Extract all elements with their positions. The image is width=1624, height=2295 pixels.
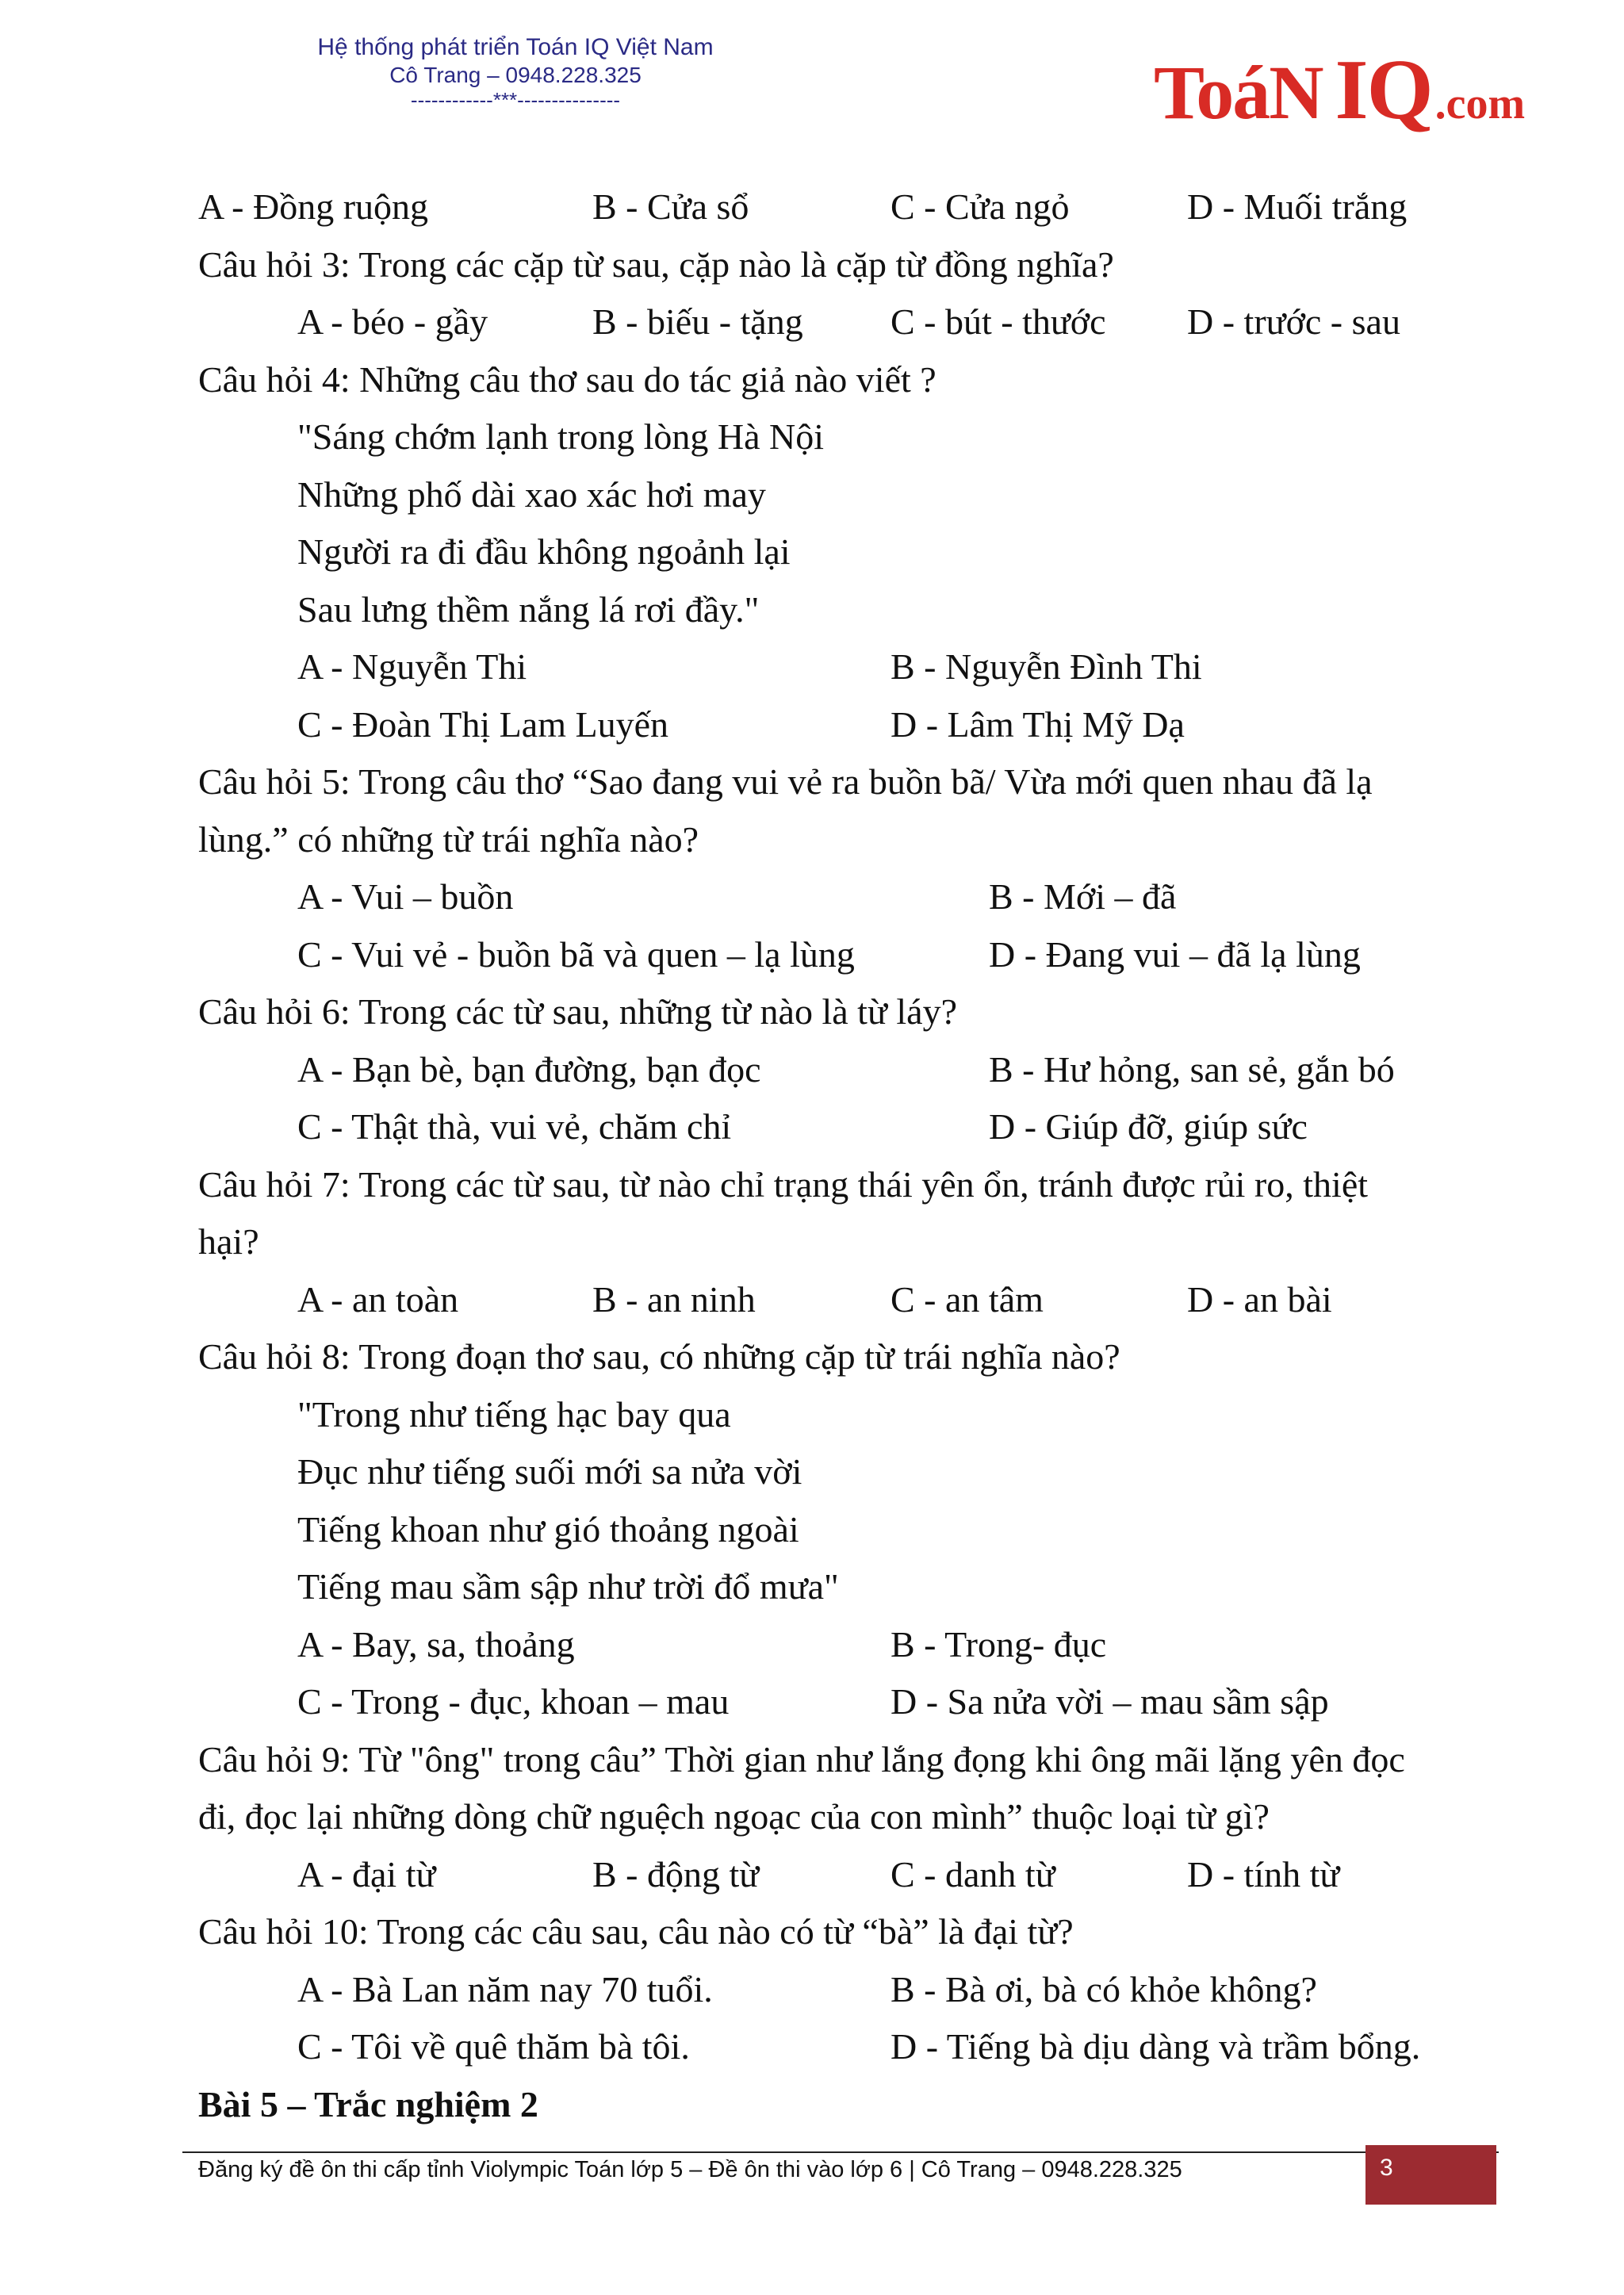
q3-option-a: A - béo - gầy xyxy=(297,301,488,342)
q4-option-c: C - Đoàn Thị Lam Luyến xyxy=(297,703,668,745)
q4-option-d: D - Lâm Thị Mỹ Dạ xyxy=(891,703,1185,745)
q5-question-line1: Câu hỏi 5: Trong câu thơ “Sao đang vui vẻ ra buồn bã/ Vừa mới quen nhau đã lạ xyxy=(198,761,1373,802)
q8-options-row2 xyxy=(198,1673,1499,1731)
q7-option-c: C - an tâm xyxy=(891,1278,1044,1320)
q9-options xyxy=(198,1846,1499,1904)
q5-option-c: C - Vui vẻ - buồn bã và quen – lạ lùng xyxy=(297,933,855,975)
q8-question: Câu hỏi 8: Trong đoạn thơ sau, có những cặp từ trái nghĩa nào? xyxy=(198,1336,1120,1377)
logo-toan-text: ToáN xyxy=(1154,50,1323,135)
q3-question: Câu hỏi 3: Trong các cặp từ sau, cặp nào là cặp từ đồng nghĩa? xyxy=(198,243,1114,285)
q7-question-line2: hại? xyxy=(198,1221,259,1262)
q7-option-a: A - an toàn xyxy=(297,1278,459,1320)
q4-poem-line: "Sáng chớm lạnh trong lòng Hà Nội xyxy=(297,416,825,457)
q9-option-b: B - động từ xyxy=(592,1853,760,1895)
page-number-badge xyxy=(1365,2145,1496,2205)
q6-option-b: B - Hư hỏng, san sẻ, gắn bó xyxy=(989,1048,1395,1090)
q5-option-d: D - Đang vui – đã lạ lùng xyxy=(989,933,1361,975)
q10-question: Câu hỏi 10: Trong các câu sau, câu nào có từ “bà” là đại từ? xyxy=(198,1911,1074,1952)
q3-options xyxy=(198,293,1499,351)
q10-options-row1 xyxy=(198,1961,1499,2019)
q10-option-b: B - Bà ơi, bà có khỏe không? xyxy=(891,1968,1317,2010)
q7-question-line1: Câu hỏi 7: Trong các từ sau, từ nào chỉ trạng thái yên ổn, tránh được rủi ro, thiệt xyxy=(198,1163,1369,1205)
page-number: 3 xyxy=(1380,2155,1393,2181)
q3-option-b: B - biếu - tặng xyxy=(592,301,803,342)
q3-option-d: D - trước - sau xyxy=(1187,301,1400,342)
q10-option-d: D - Tiếng bà dịu dàng và trầm bổng. xyxy=(891,2026,1421,2067)
q7-option-b: B - an ninh xyxy=(592,1278,756,1320)
q4-poem-line: Sau lưng thềm nắng lá rơi đầy." xyxy=(297,588,760,630)
logo-iq-text: IQ xyxy=(1335,43,1432,137)
footer-divider xyxy=(182,2151,1499,2153)
q7-options xyxy=(198,1271,1499,1329)
q2-option-a: A - Đồng ruộng xyxy=(198,186,429,227)
q5-question-line2: lùng.” có những từ trái nghĩa nào? xyxy=(198,818,699,860)
q5-options-row1 xyxy=(198,868,1499,926)
q8-option-b: B - Trong- đục xyxy=(891,1623,1107,1665)
q5-option-b: B - Mới – đã xyxy=(989,876,1177,917)
q2-option-d: D - Muối trắng xyxy=(1187,186,1408,227)
q9-option-a: A - đại từ xyxy=(297,1853,436,1895)
q8-option-a: A - Bay, sa, thoảng xyxy=(297,1623,575,1665)
logo-com-text: .com xyxy=(1434,79,1526,128)
q5-option-a: A - Vui – buồn xyxy=(297,876,514,917)
q8-option-c: C - Trong - đục, khoan – mau xyxy=(297,1681,730,1722)
q4-question: Câu hỏi 4: Những câu thơ sau do tác giả nào viết ? xyxy=(198,358,936,400)
q6-options-row2 xyxy=(198,1098,1499,1156)
toaniq-logo xyxy=(1154,41,1525,136)
section-title: Bài 5 – Trắc nghiệm 2 xyxy=(198,2083,538,2125)
q8-option-d: D - Sa nửa vời – mau sầm sập xyxy=(891,1681,1329,1722)
document-body xyxy=(198,178,1499,2133)
header-organization: Hệ thống phát triển Toán IQ Việt Nam xyxy=(317,34,714,60)
q9-option-c: C - danh từ xyxy=(891,1853,1055,1895)
footer-text: Đăng ký đề ôn thi cấp tỉnh Violympic Toán lớp 5 – Đề ôn thi vào lớp 6 | Cô Trang – 0948.228.325 xyxy=(198,2157,1182,2182)
q8-poem-line: Đục như tiếng suối mới sa nửa vời xyxy=(297,1451,802,1492)
q10-options-row2 xyxy=(198,2018,1499,2076)
q3-option-c: C - bút - thước xyxy=(891,301,1106,342)
q8-poem-line: "Trong như tiếng hạc bay qua xyxy=(297,1393,731,1435)
q6-options-row1 xyxy=(198,1041,1499,1099)
q4-option-b: B - Nguyễn Đình Thi xyxy=(891,646,1202,687)
q5-options-row2 xyxy=(198,926,1499,984)
q4-poem-line: Người ra đi đầu không ngoảnh lại xyxy=(297,531,791,572)
q4-options-row2 xyxy=(198,696,1499,754)
q8-options-row1 xyxy=(198,1616,1499,1674)
header-contact: Cô Trang – 0948.228.325 xyxy=(389,63,642,87)
q8-poem-line: Tiếng mau sầm sập như trời đổ mưa" xyxy=(297,1566,839,1607)
q9-option-d: D - tính từ xyxy=(1187,1853,1340,1895)
q6-question: Câu hỏi 6: Trong các từ sau, những từ nào là từ láy? xyxy=(198,991,957,1032)
q2-option-b: B - Cửa sổ xyxy=(592,186,749,227)
q4-poem-line: Những phố dài xao xác hơi may xyxy=(297,473,766,515)
q9-question-line1: Câu hỏi 9: Từ "ông" trong câu” Thời gian như lắng đọng khi ông mãi lặng yên đọc xyxy=(198,1738,1405,1780)
header-divider: ------------***--------------- xyxy=(410,88,621,112)
q9-question-line2: đi, đọc lại những dòng chữ nguệch ngoạc của con mình” thuộc loại từ gì? xyxy=(198,1796,1270,1837)
q2-option-c: C - Cửa ngỏ xyxy=(891,186,1070,227)
q2-options xyxy=(198,178,1499,236)
q6-option-c: C - Thật thà, vui vẻ, chăm chỉ xyxy=(297,1106,732,1147)
q6-option-a: A - Bạn bè, bạn đường, bạn đọc xyxy=(297,1048,761,1090)
q10-option-a: A - Bà Lan năm nay 70 tuổi. xyxy=(297,1968,713,2010)
q6-option-d: D - Giúp đỡ, giúp sức xyxy=(989,1106,1308,1147)
q10-option-c: C - Tôi về quê thăm bà tôi. xyxy=(297,2026,690,2067)
header-info xyxy=(262,33,769,111)
q4-option-a: A - Nguyễn Thi xyxy=(297,646,527,687)
q8-poem-line: Tiếng khoan như gió thoảng ngoài xyxy=(297,1508,799,1550)
q4-options-row1 xyxy=(198,638,1499,696)
q7-option-d: D - an bài xyxy=(1187,1278,1332,1320)
